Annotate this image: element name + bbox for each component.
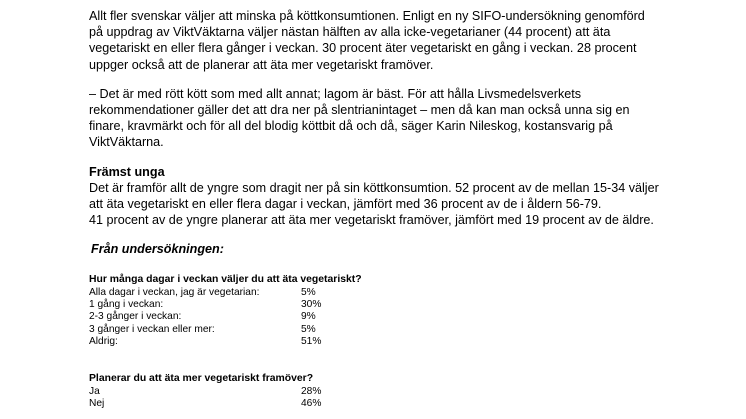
answer-label: Ja <box>89 385 100 397</box>
answer-row <box>89 336 729 348</box>
youth-heading: Främst unga <box>89 164 165 179</box>
answer-row <box>89 386 729 398</box>
quote-paragraph <box>89 86 729 151</box>
intro-paragraph <box>89 8 729 73</box>
answer-value: 46% <box>301 398 322 410</box>
answer-label: Aldrig: <box>89 336 118 348</box>
answer-row <box>89 299 729 311</box>
text-line: ViktVäktarna. <box>89 135 164 150</box>
answer-value: 5% <box>301 323 316 335</box>
answer-label: 1 gång i veckan: <box>89 299 164 311</box>
answer-value: 9% <box>301 311 316 323</box>
answer-label: 2-3 gånger i veckan: <box>89 311 182 323</box>
answer-row <box>89 287 729 299</box>
answer-value: 30% <box>301 299 322 311</box>
text-line: på uppdrag av ViktVäktarna väljer nästan hälften av alla icke-vegetarianer (44 procent) att äta <box>89 25 611 40</box>
text-line: rekommendationer gäller det att dra ner på slentrianintaget – men då kan man också unna sig en <box>89 103 630 118</box>
youth-section <box>89 164 729 229</box>
answer-row <box>89 311 729 323</box>
document-page <box>89 8 729 410</box>
text-line: 41 procent av de yngre planerar att äta mer vegetariskt framöver, jämfört med 19 procent av de äldre. <box>89 213 654 228</box>
text-line: att äta vegetariskt en eller flera dagar i veckan, jämfört med 36 procent av de i åldern 56-79. <box>89 197 602 212</box>
answer-value: 28% <box>301 385 322 397</box>
youth-paragraph <box>89 180 729 229</box>
question-title: Hur många dagar i veckan väljer du att äta vegetariskt? <box>89 274 362 286</box>
text-line: uppger också att de planerar att äta mer vegetariskt framöver. <box>89 57 434 72</box>
survey-question-plans <box>89 373 729 410</box>
answer-label: Alla dagar i veckan, jag är vegetarian: <box>89 286 260 298</box>
survey-heading: Från undersökningen: <box>91 242 224 257</box>
text-line: – Det är med rött kött som med allt annat; lagom är bäst. För att hålla Livsmedelsverkets <box>89 86 582 101</box>
question-title: Planerar du att äta mer vegetariskt framöver? <box>89 373 314 385</box>
answer-row <box>89 398 729 410</box>
text-line: finare, kravmärkt och för all del blodig köttbit då och då, säger Karin Nileskog, kostansvarig på <box>89 119 613 134</box>
text-line: Allt fler svenskar väljer att minska på köttkonsumtionen. Enligt en ny SIFO-undersökning genomförd <box>89 9 645 23</box>
text-line: vegetariskt en eller flera gånger i veckan. 30 procent äter vegetariskt en gång i veckan. 28 procent <box>89 41 637 56</box>
answer-label: Nej <box>89 398 105 410</box>
answer-value: 5% <box>301 286 316 298</box>
survey-question-days <box>89 274 729 348</box>
text-line: Det är framför allt de yngre som dragit ner på sin köttkonsumtion. 52 procent av de mellan 15-34 väljer <box>89 180 659 195</box>
answer-value: 51% <box>301 336 322 348</box>
answer-row <box>89 324 729 336</box>
answer-label: 3 gånger i veckan eller mer: <box>89 323 215 335</box>
